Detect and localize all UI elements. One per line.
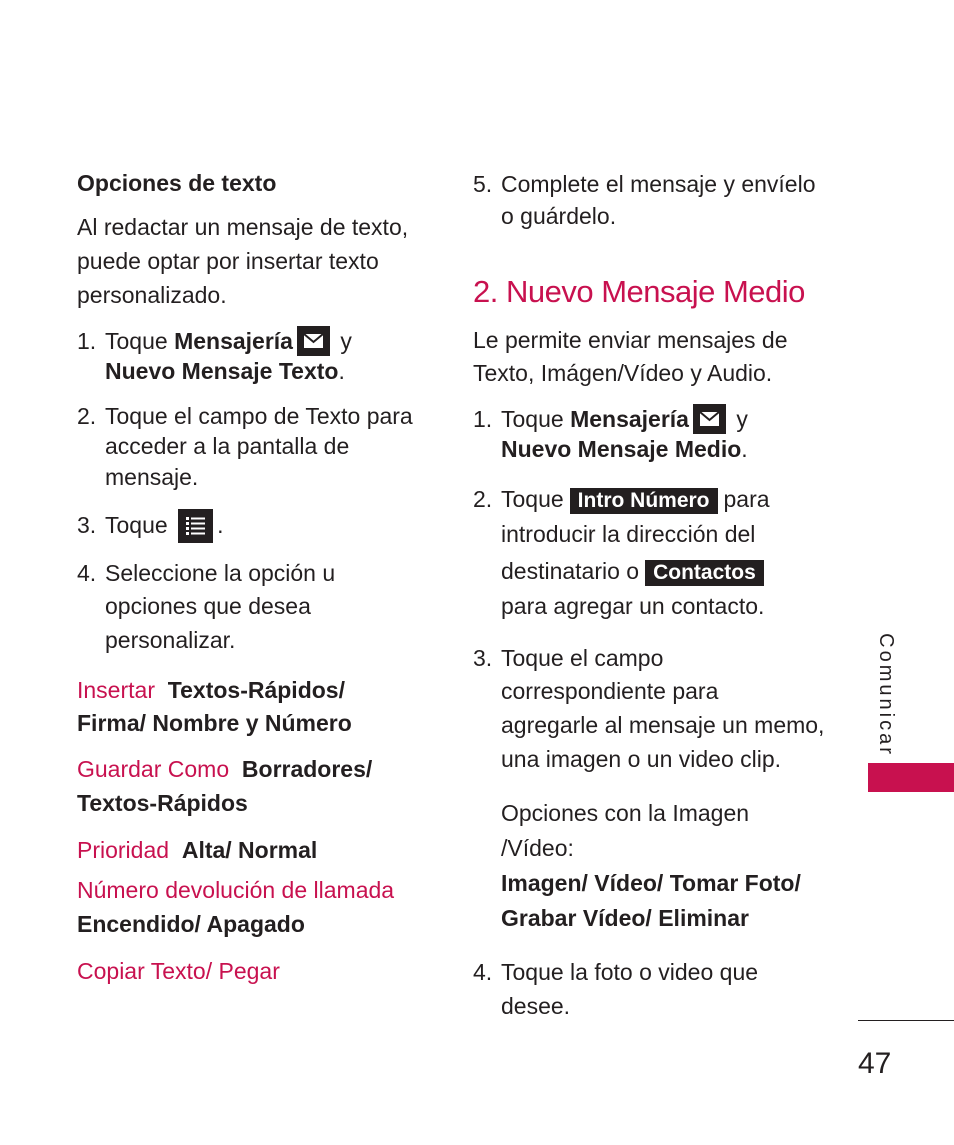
step-3: 3. Toque . [77,508,223,544]
step-2-line: destinatario o Contactos [501,554,770,588]
intro-line: Le permite enviar mensajes de [473,327,788,353]
options-label: /Vídeo: [501,835,574,861]
option-guardar-como-values: Textos-Rápidos [77,790,248,816]
step-3-line: una imagen o un video clip. [501,746,782,772]
menu-name-mensajeria: Mensajería [174,328,293,354]
list-menu-icon [178,509,213,543]
step-5-line: o guárdelo. [501,203,617,229]
option-prioridad: Prioridad Alta/ Normal [77,837,318,863]
footer-rule [858,1020,954,1021]
step-4-line: personalizar. [105,627,236,653]
step-3-line: agregarle al mensaje un memo, [501,712,825,738]
options-label: Opciones con la Imagen [501,800,750,826]
step-2: 2. Toque Intro Número para [473,486,770,512]
step-4-line: opciones que desea [105,593,311,619]
side-tab-label: Comunicar [875,633,897,757]
step-text: Toque [105,328,175,354]
step-4-line: desee. [501,993,571,1019]
step-4: 4. Seleccione la opción u [77,560,336,586]
menu-name-nuevo-mensaje-medio: Nuevo Mensaje Medio. [501,436,748,462]
step-2-line: mensaje. [105,464,199,490]
step-number: 1. [77,328,97,354]
option-insertar-values: Firma/ Nombre y Número [77,710,352,736]
options-values: Imagen/ Vídeo/ Tomar Foto/ [501,870,801,896]
option-copiar-pegar: Copiar Texto/ Pegar [77,958,280,984]
step-text: y [333,328,352,354]
option-insertar: Insertar Textos-Rápidos/ [77,677,345,703]
step-3: 3. Toque el campo [473,645,664,671]
intro-line: Texto, Imágen/Vídeo y Audio. [473,360,773,386]
intro-numero-button[interactable]: Intro Número [570,488,718,514]
step-5: 5. Complete el mensaje y envíelo [473,171,816,197]
envelope-icon [297,326,330,356]
contactos-button[interactable]: Contactos [645,560,764,586]
intro-line: personalizado. [77,282,227,308]
section-heading-text-options: Opciones de texto [77,170,277,196]
options-values: Grabar Vídeo/ Eliminar [501,905,749,931]
intro-line: puede optar por insertar texto [77,248,379,274]
step-2-line: para agregar un contacto. [501,593,765,619]
page-number: 47 [858,1047,892,1080]
step-1: 1. Toque Mensajería y [473,402,748,436]
option-numero-devolucion-values: Encendido/ Apagado [77,911,305,937]
step-4: 4. Toque la foto o video que [473,959,759,985]
intro-line: Al redactar un mensaje de texto, [77,214,409,240]
step-2: 2. Toque el campo de Texto para [77,403,413,429]
step-1 [77,324,352,358]
step-2-line: acceder a la pantalla de [105,433,350,459]
side-tab-bar [868,763,954,792]
menu-name-nuevo-mensaje-texto: Nuevo Mensaje Texto. [105,358,345,384]
envelope-icon [693,404,726,434]
option-guardar-como: Guardar Como Borradores/ [77,756,373,782]
menu-name-mensajeria: Mensajería [570,406,689,432]
section-heading-nuevo-mensaje-medio: 2. Nuevo Mensaje Medio [473,274,805,309]
step-3-line: correspondiente para [501,678,719,704]
option-numero-devolucion: Número devolución de llamada [77,877,395,903]
step-2-line: introducir la dirección del [501,521,756,547]
